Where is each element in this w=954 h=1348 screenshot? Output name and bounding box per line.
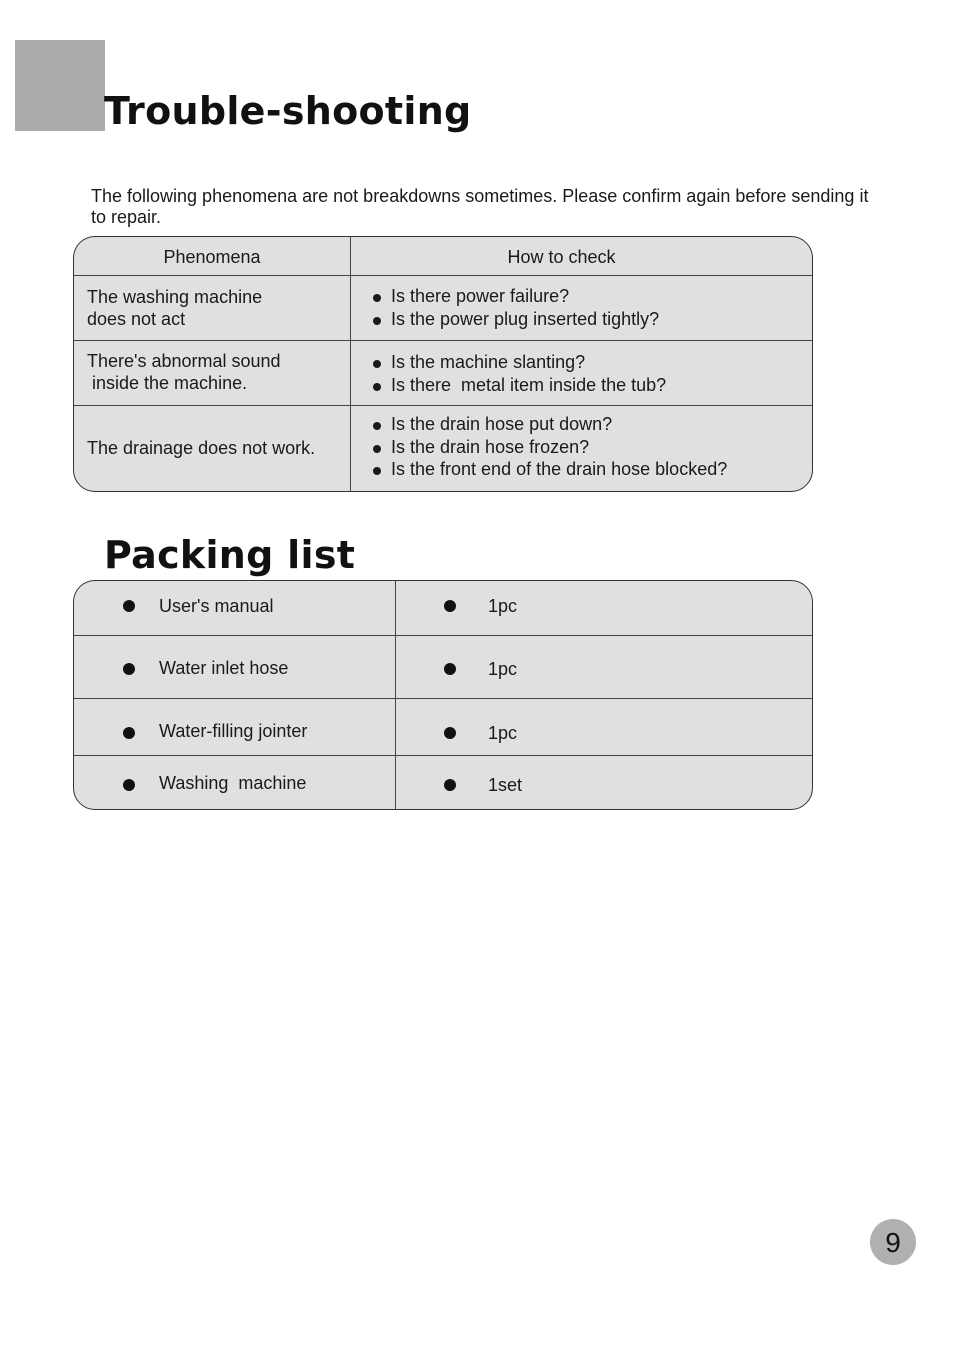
bullet-icon (444, 779, 456, 791)
item-name: Water-filling jointer (159, 721, 308, 741)
check-item: Is there power failure? (373, 285, 659, 308)
item-quantity: 1set (488, 775, 523, 795)
check-item: Is the machine slanting? (373, 351, 666, 374)
table-row (74, 405, 812, 492)
troubleshooting-intro: The following phenomena are not breakdowns sometimes. Please confirm again before sending it to repair. (91, 186, 869, 227)
header-how-to-check: How to check (507, 247, 616, 267)
bullet-icon (123, 779, 135, 791)
table-row (74, 275, 812, 341)
header-phenomena: Phenomena (163, 247, 261, 267)
check-item: Is there metal item inside the tub? (373, 374, 666, 397)
item-quantity: 1pc (488, 659, 518, 679)
table-row (74, 581, 812, 635)
bullet-icon (444, 663, 456, 675)
troubleshooting-title: Trouble-shooting (104, 89, 472, 133)
table-header-row (74, 237, 812, 275)
check-item: Is the front end of the drain hose blocked? (373, 458, 727, 481)
check-item: Is the power plug inserted tightly? (373, 308, 659, 331)
check-item: Is the drain hose frozen? (373, 436, 727, 459)
phenomenon-text: The drainage does not work. (87, 438, 316, 458)
table-row (74, 698, 812, 756)
section-marker-block (15, 40, 105, 131)
bullet-icon (444, 600, 456, 612)
check-list (373, 351, 666, 396)
check-list (373, 285, 659, 330)
phenomenon-text: There's abnormal sound inside the machine. (87, 351, 281, 393)
bullet-icon (123, 600, 135, 612)
check-item: Is the drain hose put down? (373, 413, 727, 436)
bullet-icon (444, 727, 456, 739)
packing-list-table (73, 580, 813, 810)
item-name: Washing machine (159, 773, 307, 793)
check-list (373, 413, 727, 481)
item-name: User's manual (159, 596, 274, 616)
packing-list-title: Packing list (104, 533, 356, 577)
table-row (74, 635, 812, 699)
phenomenon-text: The washing machine does not act (87, 287, 263, 329)
table-row (74, 340, 812, 406)
bullet-icon (123, 727, 135, 739)
item-quantity: 1pc (488, 596, 518, 616)
page-number-badge: 9 (870, 1219, 916, 1265)
troubleshooting-table (73, 236, 813, 492)
item-quantity: 1pc (488, 723, 518, 743)
table-row (74, 755, 812, 810)
bullet-icon (123, 663, 135, 675)
item-name: Water inlet hose (159, 658, 289, 678)
